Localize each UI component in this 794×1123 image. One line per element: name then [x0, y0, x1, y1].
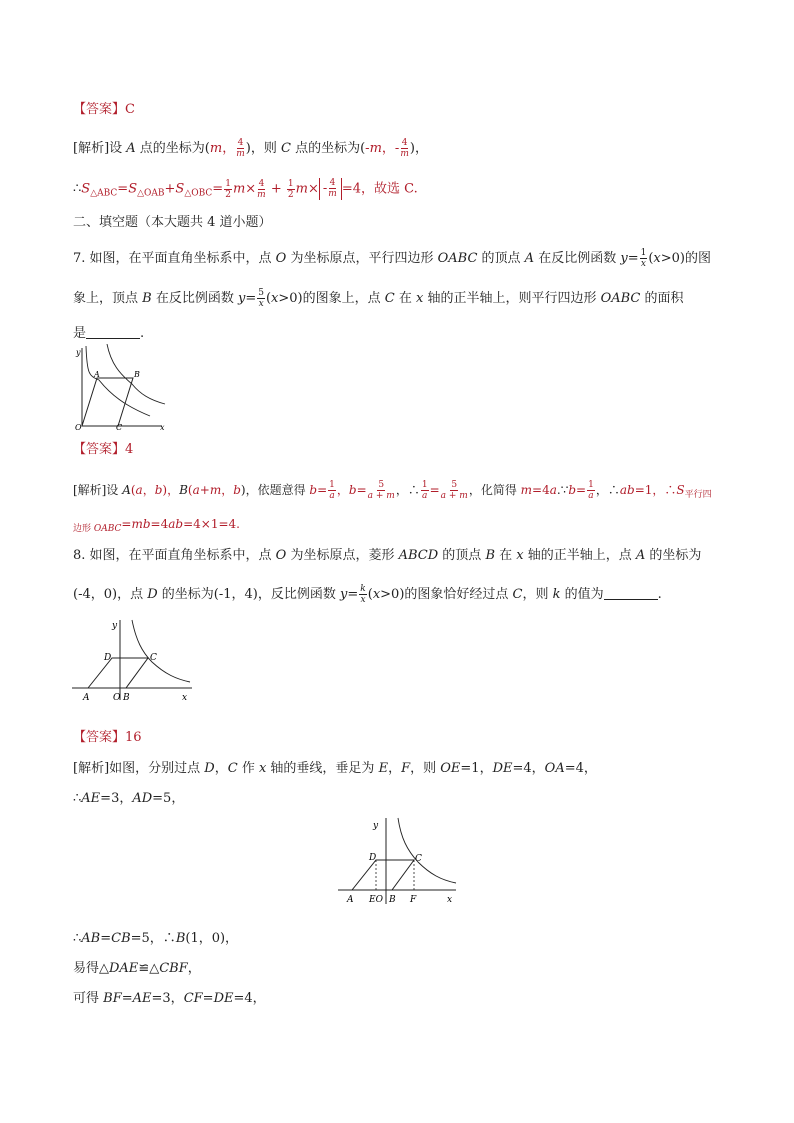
axis-y-label: y [76, 348, 81, 357]
var: CB [111, 931, 131, 946]
var: x [372, 587, 381, 602]
numerator: 4 [401, 138, 408, 148]
denominator: x [258, 299, 264, 309]
label-A: A [347, 895, 354, 905]
numerator: 5 [378, 480, 385, 490]
text: >0)的图 [660, 251, 711, 266]
text: ， [388, 761, 402, 776]
fraction [287, 179, 295, 200]
text: 是 [73, 326, 87, 341]
text: =3， [151, 991, 184, 1006]
text: ，化简得 [468, 483, 521, 497]
text: ， [222, 141, 236, 156]
var: D [204, 761, 215, 776]
var: a [135, 483, 143, 497]
answer-tag: 【答案】 [73, 730, 126, 745]
question-7-line-3 [73, 324, 144, 344]
var: y [237, 291, 246, 306]
var: CF [183, 991, 203, 1006]
text: 的顶点 [477, 251, 525, 266]
numerator: 5 [451, 480, 458, 490]
var: S [175, 181, 185, 197]
axis-x-label: x [182, 693, 188, 703]
text: . [657, 587, 662, 602]
therefore-symbol: ∴ [73, 931, 82, 946]
var: x [653, 251, 661, 266]
text: =4， [564, 761, 597, 776]
fraction [224, 179, 232, 200]
text: ( [130, 483, 136, 497]
label-EO: EO [369, 895, 383, 905]
therefore-symbol: ∴ [73, 181, 82, 197]
text: >0)的图象上，点 [278, 291, 385, 306]
var: B [142, 291, 152, 306]
var: AD [132, 791, 153, 806]
therefore-symbol: ∴ [73, 791, 82, 806]
text: - [394, 141, 400, 156]
text: ( [265, 291, 272, 306]
text: =3， [100, 791, 133, 806]
axis-x-label: x [160, 423, 165, 432]
text: × [307, 181, 319, 197]
var: A [524, 251, 535, 266]
text: =5，∴ [130, 931, 176, 946]
text: = [347, 587, 359, 602]
denominator: 2 [225, 189, 231, 200]
var: b [309, 483, 318, 497]
text: 的面积 [640, 291, 684, 306]
fraction [400, 138, 409, 159]
var: C [512, 587, 523, 602]
var: m [520, 483, 533, 497]
text: = [429, 483, 440, 497]
fraction [359, 584, 366, 605]
numerator: 1 [421, 480, 428, 490]
figure-8 [70, 616, 200, 704]
text: 轴的正半轴上，则平行四边形 [423, 291, 601, 306]
var: x [516, 548, 524, 563]
numerator: 1 [588, 480, 594, 490]
axis-y-label: y [373, 821, 379, 831]
answer-blank [86, 326, 140, 339]
text: 作 [237, 761, 259, 776]
text: 象上，顶点 [73, 291, 143, 306]
text: 在 [394, 291, 416, 306]
answer-6 [73, 100, 135, 120]
var: mb [131, 517, 151, 531]
answer-value: 4 [125, 442, 134, 457]
subscript: △OAB [137, 188, 165, 199]
text: ， [142, 483, 155, 497]
text: × [245, 181, 257, 197]
var: DAE [109, 961, 139, 976]
text: = [117, 181, 129, 197]
text: 的顶点 [438, 548, 486, 563]
var: DE [213, 991, 234, 1006]
denominator: m [257, 189, 266, 200]
var: -m [365, 141, 382, 156]
solution-8-line-3 [73, 929, 238, 949]
text: =4，故选 C. [341, 181, 418, 197]
var: AE [132, 991, 152, 1006]
numerator: k [360, 584, 366, 594]
text: 在反比例函数 [534, 251, 621, 266]
text: = [202, 991, 214, 1006]
text: ， [381, 141, 395, 156]
subscript: OABC [93, 524, 122, 534]
fraction [640, 248, 648, 269]
denominator: m [328, 189, 337, 199]
text: ， [336, 483, 349, 497]
label-D: D [369, 853, 377, 863]
text: 的坐标为 [645, 548, 702, 563]
text: = [356, 483, 367, 497]
numerator: 4 [329, 178, 336, 188]
answer-tag: 【答案】 [73, 102, 126, 117]
subscript: △ABC [90, 188, 118, 199]
text: = [121, 991, 133, 1006]
text: ( [648, 251, 654, 266]
text: [解析]如图，分别过点 [73, 761, 205, 776]
var: B [179, 483, 188, 497]
text: 为坐标原点，平行四边形 [286, 251, 438, 266]
text: )，则 [245, 141, 281, 156]
var: ab [619, 483, 635, 497]
var: AE [81, 791, 101, 806]
var: AB [81, 931, 101, 946]
var: OE [440, 761, 461, 776]
question-8-line-2 [73, 584, 662, 605]
label-B: B [123, 693, 130, 703]
text: + [266, 181, 286, 197]
label-A: A [94, 370, 100, 379]
var: E [378, 761, 389, 776]
var: OABC [437, 251, 478, 266]
text: [解析]设 [73, 483, 123, 497]
text: = [576, 483, 587, 497]
var: m [295, 181, 308, 197]
var: A [635, 548, 646, 563]
question-7-line-1 [73, 248, 711, 269]
text: 为坐标原点，菱形 [286, 548, 399, 563]
answer-tag: 【答案】 [73, 442, 126, 457]
text: =4×1=4. [183, 517, 240, 531]
var: B [175, 931, 186, 946]
figure-8-solution [334, 814, 464, 910]
var: A [126, 141, 136, 156]
label-D: D [104, 653, 112, 663]
text: )， [409, 141, 428, 156]
subscript: 边形 [73, 524, 94, 534]
denominator: m [236, 149, 245, 159]
var: S [676, 483, 685, 497]
denominator: x [360, 595, 366, 605]
var: S [81, 181, 91, 197]
answer-blank [604, 587, 658, 600]
var: m [232, 181, 246, 197]
var: O [275, 548, 287, 563]
answer-value: C [125, 102, 135, 117]
text: ， [221, 483, 234, 497]
var: y [340, 587, 348, 602]
var: b [348, 483, 357, 497]
text: 在 [495, 548, 517, 563]
denominator: a + m [367, 491, 395, 501]
numerator: 1 [640, 248, 647, 258]
text: ， [214, 761, 228, 776]
solution-7-line-1 [73, 480, 712, 505]
var: x [258, 761, 267, 776]
denominator: a + m [440, 491, 468, 501]
label-O: O [113, 693, 121, 703]
text: (-4，0)，点 [73, 587, 148, 602]
denominator: m [400, 149, 409, 159]
answer-7 [73, 440, 133, 460]
text: 的值为 [560, 587, 604, 602]
solution-8-line-1 [73, 759, 597, 779]
fraction [257, 288, 265, 309]
solution-8-line-4 [73, 959, 201, 979]
text: = [245, 291, 257, 306]
text: . [140, 326, 145, 341]
denominator: a [422, 491, 428, 501]
text: =4， [233, 991, 266, 1006]
var: m [209, 141, 223, 156]
text: ≌△ [138, 961, 160, 976]
solution-6-line-2 [73, 178, 418, 204]
text: 轴的垂线，垂足为 [266, 761, 379, 776]
text: = [121, 517, 132, 531]
fraction [587, 480, 595, 501]
label-A: A [83, 693, 90, 703]
label-C: C [116, 423, 123, 432]
denominator: x [640, 259, 646, 269]
var: ABCD [398, 548, 439, 563]
var: a+m [192, 483, 222, 497]
text: - [322, 181, 328, 196]
text: )，依题意得 [240, 483, 310, 497]
text: = [212, 181, 224, 197]
var: DE [492, 761, 513, 776]
numerator: 1 [329, 480, 335, 490]
label-C: C [150, 653, 157, 663]
var: O [275, 251, 287, 266]
numerator: 1 [287, 178, 294, 189]
text: =4 [532, 483, 550, 497]
figure-7 [70, 344, 170, 432]
var: F [401, 761, 411, 776]
var: b [154, 483, 163, 497]
text: =1，∴ [634, 483, 677, 497]
var: C [227, 761, 238, 776]
solution-6-line-1 [73, 138, 428, 159]
text: ， [187, 961, 201, 976]
text: )， [162, 483, 180, 497]
question-8-line-1 [73, 546, 701, 566]
numerator: 5 [258, 288, 264, 298]
denominator: a [588, 491, 594, 501]
text: ，∴ [595, 483, 620, 497]
axis-y-label: y [112, 621, 118, 631]
label-F: F [410, 895, 417, 905]
var: C [384, 291, 395, 306]
answer-8 [73, 728, 142, 748]
numerator: 4 [237, 138, 244, 148]
text: 可得 [73, 991, 104, 1006]
text: 8. 如图，在平面直角坐标系中，点 [73, 548, 276, 563]
fraction [257, 179, 266, 200]
var: OA [544, 761, 565, 776]
answer-value: 16 [125, 730, 142, 745]
fraction [328, 178, 337, 199]
var: BF [103, 991, 122, 1006]
solution-8-line-2 [73, 789, 184, 809]
fraction [421, 480, 429, 501]
text: ，则 [522, 587, 553, 602]
text: ( [187, 483, 193, 497]
text: =4 [150, 517, 169, 531]
text: ，则 [410, 761, 441, 776]
text: = [627, 251, 639, 266]
var: k [552, 587, 561, 602]
var: D [147, 587, 158, 602]
var: C [281, 141, 291, 156]
var: b [233, 483, 241, 497]
subscript: △OBC [184, 188, 213, 199]
solution-8-line-5 [73, 989, 266, 1009]
label-O: O [75, 423, 82, 432]
text: ( [367, 587, 373, 602]
absolute-value [319, 178, 342, 200]
fraction [328, 480, 336, 501]
var: b [568, 483, 577, 497]
text: + [164, 181, 176, 197]
text: 点的坐标为( [135, 141, 210, 156]
denominator: a [329, 491, 335, 501]
text: 7. 如图，在平面直角坐标系中，点 [73, 251, 276, 266]
text: 轴的正半轴上，点 [523, 548, 636, 563]
label-B: B [134, 370, 140, 379]
fraction [441, 480, 468, 501]
fraction [236, 138, 245, 159]
text: .∵ [556, 483, 569, 497]
numerator: 1 [225, 178, 231, 189]
label-B: B [389, 895, 396, 905]
var: x [415, 291, 424, 306]
text: 的坐标为(-1，4)，反比例函数 [157, 587, 340, 602]
var: y [620, 251, 628, 266]
text: = [317, 483, 328, 497]
var: S [128, 181, 138, 197]
var: B [485, 548, 495, 563]
var: OABC [600, 291, 641, 306]
solution-7-line-2 [73, 514, 240, 539]
var: x [271, 291, 279, 306]
text: 易得△ [73, 961, 109, 976]
text: 点的坐标为( [290, 141, 366, 156]
text: 在反比例函数 [151, 291, 238, 306]
text: =4， [512, 761, 545, 776]
question-7-line-2 [73, 288, 684, 309]
text: (1，0)， [185, 931, 239, 946]
subscript: 平行四 [684, 490, 712, 500]
text: >0)的图象恰好经过点 [380, 587, 513, 602]
axis-x-label: x [447, 895, 453, 905]
text: ，∴ [395, 483, 420, 497]
var: ab [168, 517, 184, 531]
denominator: 2 [287, 189, 294, 200]
text: =1， [460, 761, 493, 776]
numerator: 4 [258, 178, 265, 189]
var: CBF [159, 961, 188, 976]
text: = [100, 931, 112, 946]
var: A [122, 483, 131, 497]
label-C: C [415, 854, 422, 864]
text: [解析]设 [73, 141, 127, 156]
text: =5， [152, 791, 185, 806]
var: a [549, 483, 557, 497]
section-heading: 二、填空题（本大题共 4 道小题） [73, 215, 272, 230]
fraction [368, 480, 395, 501]
